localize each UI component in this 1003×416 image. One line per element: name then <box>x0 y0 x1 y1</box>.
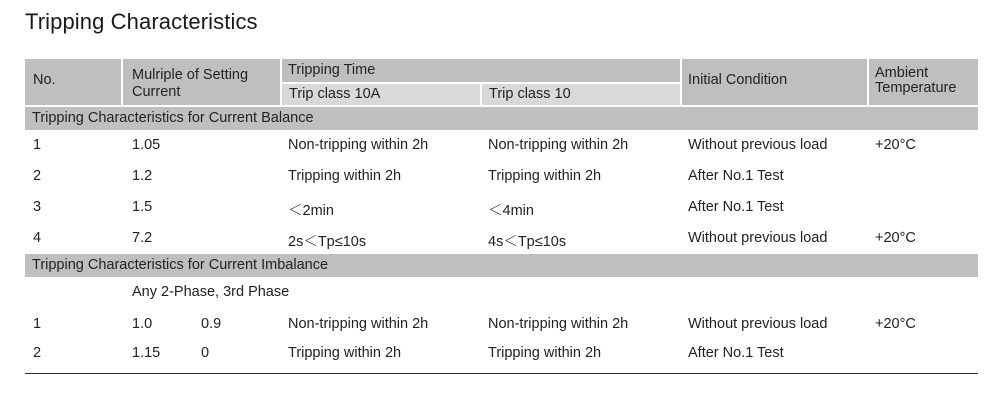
header-no: No. <box>33 72 56 88</box>
table-row <box>25 192 978 223</box>
header-initial-condition: Initial Condition <box>688 72 788 88</box>
table-subheader-row <box>25 277 978 307</box>
cell-class-10: ＜4min <box>488 203 534 219</box>
header-multiple-line1: Mulriple of Setting <box>132 67 249 83</box>
header-class-10a: Trip class 10A <box>282 84 480 105</box>
cell-class-10: 4s＜Tp≤10s <box>488 234 567 250</box>
cell-ambient: +20°C <box>875 137 916 153</box>
cell-no: 1 <box>33 137 42 153</box>
cell-class-10: Tripping within 2h <box>488 345 602 361</box>
header-class-10: Trip class 10 <box>482 84 680 105</box>
cell-ambient: +20°C <box>875 316 916 332</box>
header-ambient-line1: Ambient <box>875 65 929 81</box>
cell-multiple: 1.05 <box>132 137 161 153</box>
cell-no: 4 <box>33 230 42 246</box>
header-multiple-line2: Current <box>132 84 181 100</box>
cell-multiple-3rd-phase: 0 <box>201 345 210 361</box>
cell-multiple: 1.5 <box>132 199 153 215</box>
cell-condition: Without previous load <box>688 137 828 153</box>
cell-class-10a: Non-tripping within 2h <box>288 316 429 332</box>
cell-condition: After No.1 Test <box>688 168 784 184</box>
table-bottom-rule <box>25 373 978 374</box>
section-header-imbalance: Tripping Characteristics for Current Imbalance <box>25 254 978 277</box>
section-header-balance: Tripping Characteristics for Current Balance <box>25 107 978 130</box>
cell-condition: After No.1 Test <box>688 199 784 215</box>
cell-no: 1 <box>33 316 42 332</box>
table-header <box>25 59 978 105</box>
table-row <box>25 338 978 371</box>
cell-phase-subheader: Any 2-Phase, 3rd Phase <box>132 284 290 300</box>
cell-multiple: 1.15 <box>132 345 161 361</box>
header-divider <box>680 59 682 105</box>
header-divider <box>867 59 869 105</box>
header-multiple <box>132 67 248 101</box>
cell-class-10a: Tripping within 2h <box>288 168 402 184</box>
cell-class-10a: Non-tripping within 2h <box>288 137 429 153</box>
cell-multiple-3rd-phase: 0.9 <box>201 316 222 332</box>
table-row <box>25 307 978 338</box>
cell-class-10a: Tripping within 2h <box>288 345 402 361</box>
cell-class-10: Non-tripping within 2h <box>488 137 629 153</box>
header-ambient <box>875 66 956 96</box>
tripping-table <box>25 59 978 374</box>
cell-class-10a: 2s＜Tp≤10s <box>288 234 367 250</box>
cell-condition: After No.1 Test <box>688 345 784 361</box>
cell-condition: Without previous load <box>688 230 828 246</box>
cell-class-10: Non-tripping within 2h <box>488 316 629 332</box>
cell-multiple: 1.0 <box>132 316 153 332</box>
cell-ambient: +20°C <box>875 230 916 246</box>
header-divider <box>480 84 482 105</box>
table-row <box>25 161 978 192</box>
table-row <box>25 223 978 254</box>
cell-class-10a: ＜2min <box>288 203 334 219</box>
page-title: Tripping Characteristics <box>25 9 258 34</box>
table-row <box>25 130 978 161</box>
header-ambient-line2: Temperature <box>875 80 957 96</box>
cell-no: 2 <box>33 345 42 361</box>
header-divider <box>121 59 123 105</box>
cell-condition: Without previous load <box>688 316 828 332</box>
header-tripping-time: Tripping Time <box>288 62 376 78</box>
cell-no: 3 <box>33 199 42 215</box>
cell-class-10: Tripping within 2h <box>488 168 602 184</box>
cell-multiple: 1.2 <box>132 168 153 184</box>
cell-no: 2 <box>33 168 42 184</box>
cell-multiple: 7.2 <box>132 230 153 246</box>
